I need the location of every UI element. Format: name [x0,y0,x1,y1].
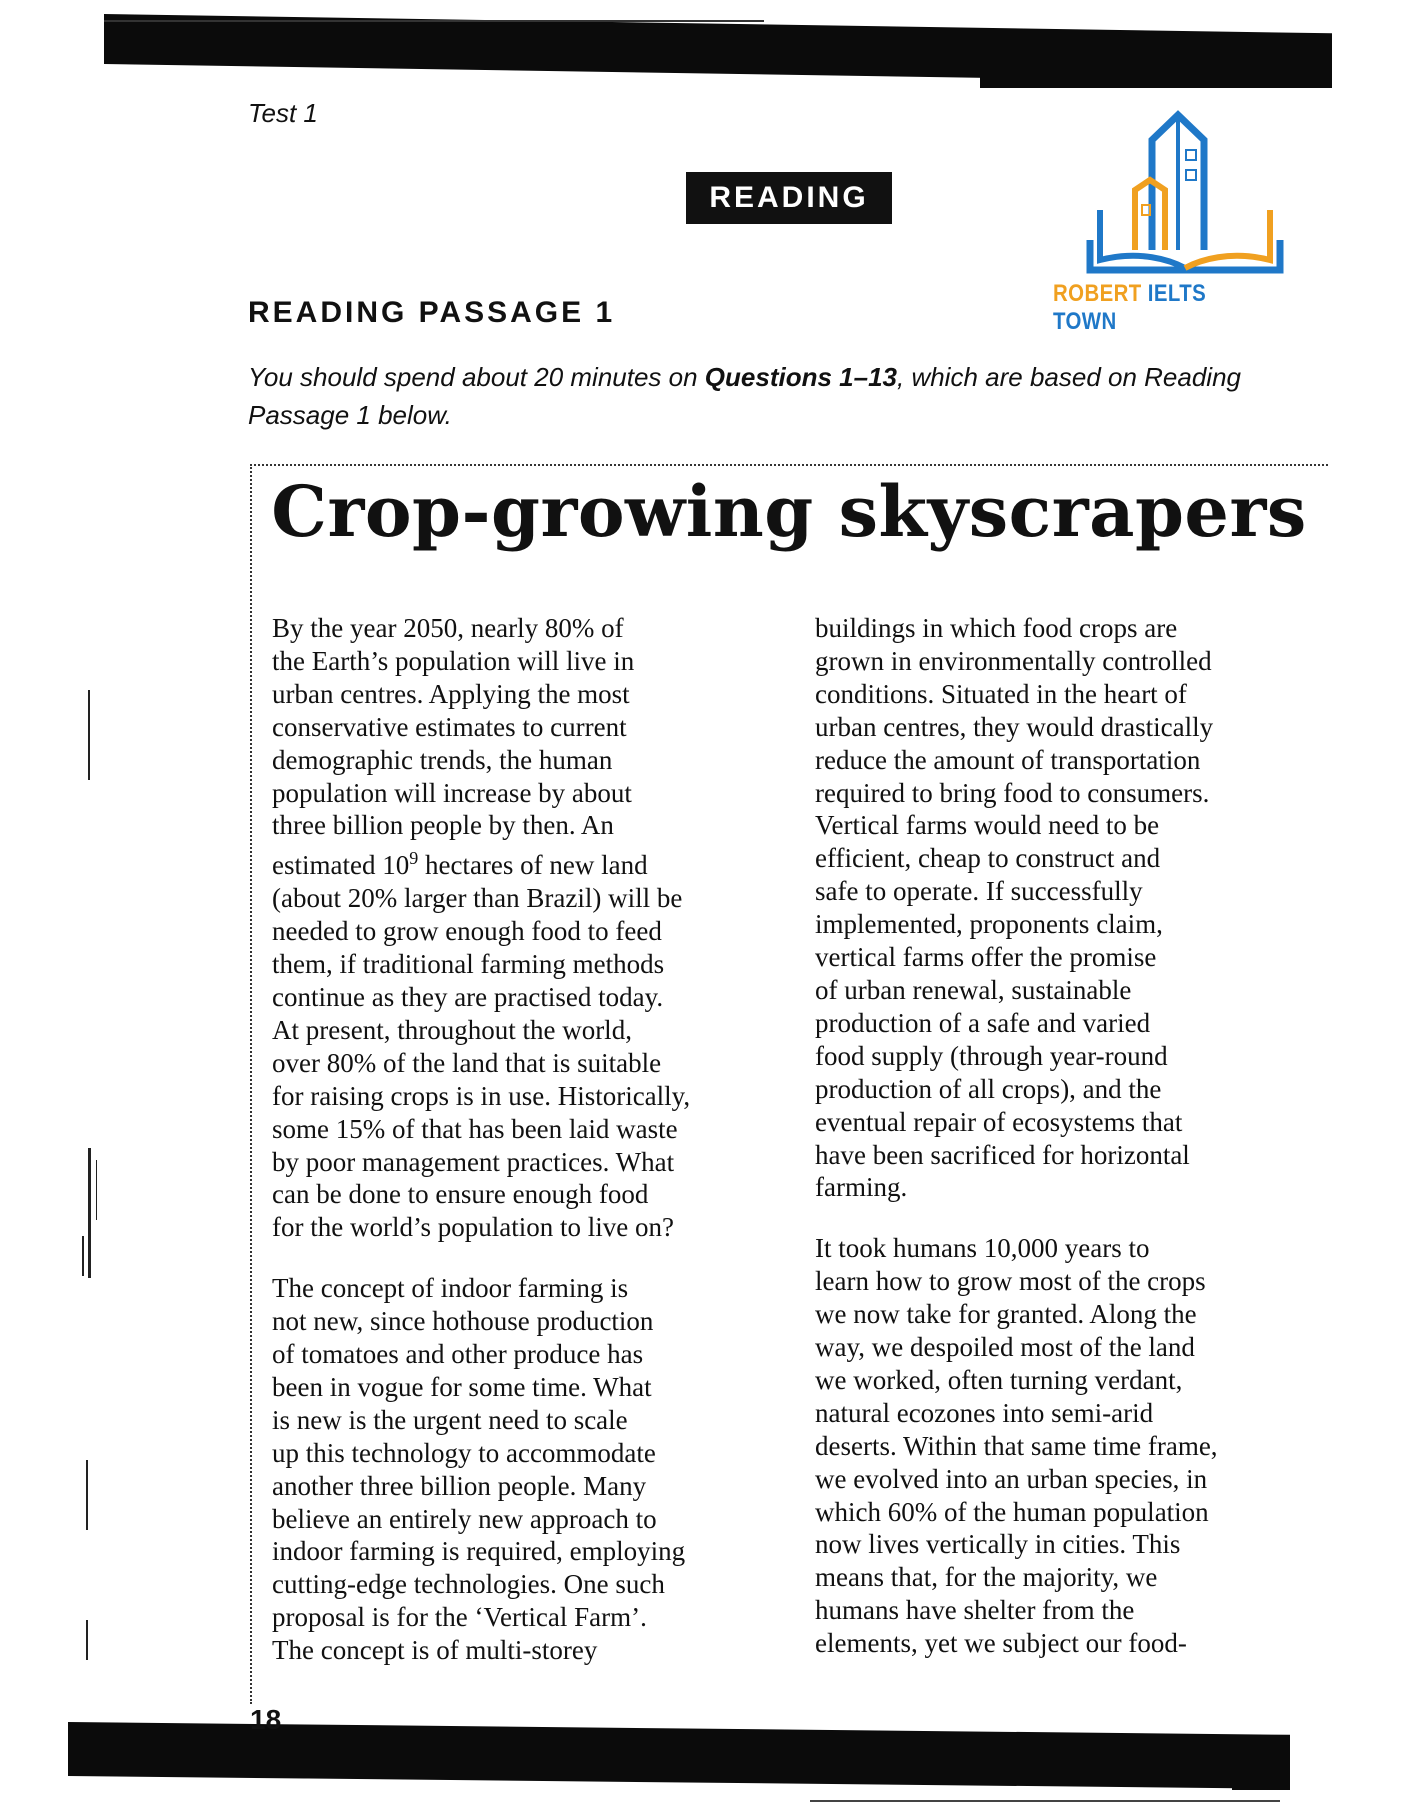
text-line: have been sacrificed for horizontal [815,1139,1190,1170]
margin-mark [96,1160,97,1220]
text-line: we worked, often turning verdant, [815,1364,1183,1395]
text-line: for raising crops is in use. Historically, [272,1080,691,1111]
text-line: conservative estimates to current [272,711,627,742]
text-line: By the year 2050, nearly 80% of [272,613,624,643]
text-line: not new, since hothouse production [272,1306,654,1337]
text-line: grown in environmentally controlled [815,645,1212,676]
instructions-part2: , which are based on Reading [897,362,1242,392]
paragraph [815,1232,1335,1660]
text-line: The concept of indoor farming is [272,1273,629,1304]
text-line: proposal is for the ‘Vertical Farm’. [272,1602,647,1633]
text-line: cutting-edge technologies. One such [272,1569,665,1600]
text-line: The concept is of multi-storey [272,1635,598,1666]
logo-word-robert: ROBERT [1053,280,1142,307]
text-line: vertical farms offer the promise [815,942,1157,973]
text-line: way, we despoiled most of the land [815,1332,1195,1363]
exponent: 9 [409,848,419,869]
passage-heading: READING PASSAGE 1 [248,296,616,329]
scan-line-top [104,20,764,22]
frame-left-border [250,464,252,1704]
scan-bar-top-tail [980,60,1332,88]
text-line: urban centres. Applying the most [272,678,630,709]
test-label: Test 1 [248,98,318,128]
text-line [272,842,792,882]
text-line: natural ecozones into semi-arid [815,1397,1154,1428]
instructions-line2: Passage 1 below. [248,400,452,430]
text-fragment: estimated 10 [272,850,410,881]
instructions [248,358,1318,434]
text-line: urban centres, they would drastically [815,711,1214,742]
text-line: over 80% of the land that is suitable [272,1047,662,1078]
paragraph [815,612,1335,1204]
text-line: population will increase by about [272,777,632,808]
margin-mark [82,1236,84,1276]
text-line: required to bring food to consumers. [815,777,1210,808]
text-line: deserts. Within that same time frame, [815,1430,1218,1461]
text-line: food supply (through year-round [815,1040,1168,1071]
scan-line-bottom [810,1800,1280,1802]
margin-mark [88,690,90,780]
text-line: humans have shelter from the [815,1595,1135,1626]
instructions-questions: Questions 1–13 [704,362,897,392]
text-line: elements, yet we subject our food- [815,1628,1187,1659]
text-line: we evolved into an urban species, in [815,1463,1208,1494]
text-line: needed to grow enough food to feed [272,916,662,947]
section-badge: READING [686,172,892,224]
logo-word-ielts-town: IELTS TOWN [1053,280,1207,335]
text-fragment: hectares of new land [418,850,648,881]
text-line: is new is the urgent need to scale [272,1404,628,1435]
text-line: which 60% of the human population [815,1496,1209,1527]
text-line: believe an entirely new approach to [272,1503,657,1534]
text-line: buildings in which food crops are [815,613,1178,643]
text-line: implemented, proponents claim, [815,909,1163,940]
text-line: now lives vertically in cities. This [815,1529,1181,1560]
text-line: means that, for the majority, we [815,1562,1158,1593]
text-line: eventual repair of ecosystems that [815,1106,1183,1137]
margin-mark [88,1148,91,1278]
paragraph [272,1272,792,1667]
text-line: them, if traditional farming methods [272,949,665,980]
page-number: 18 [250,1704,282,1735]
text-line: been in vogue for some time. What [272,1371,652,1402]
text-line: the Earth’s population will live in [272,645,635,676]
text-line: farming. [815,1172,908,1203]
frame-top-border [250,464,1328,466]
article-title: Crop-growing skyscrapers [271,470,1307,553]
text-line: At present, throughout the world, [272,1014,632,1045]
paragraph [272,612,792,1244]
text-line: continue as they are practised today. [272,981,664,1012]
margin-mark [86,1620,88,1660]
text-line: conditions. Situated in the heart of [815,678,1187,709]
text-line: we now take for granted. Along the [815,1299,1197,1330]
margin-mark [86,1460,88,1530]
text-line: safe to operate. If successfully [815,876,1143,907]
article-column-left [272,612,792,1667]
text-line: demographic trends, the human [272,744,613,775]
text-line: It took humans 10,000 years to [815,1233,1150,1264]
logo-wordmark [1053,280,1257,336]
text-line: some 15% of that has been laid waste [272,1113,678,1144]
text-line: (about 20% larger than Brazil) will be [272,883,683,914]
instructions-part1: You should spend about 20 minutes on [248,362,705,392]
text-line: for the world’s population to live on? [272,1212,674,1243]
text-line: of urban renewal, sustainable [815,974,1132,1005]
text-line: by poor management practices. What [272,1146,675,1177]
text-line: three billion people by then. An [272,810,614,841]
text-line: can be done to ensure enough food [272,1179,649,1210]
text-line: indoor farming is required, employing [272,1536,686,1567]
text-line: up this technology to accommodate [272,1437,656,1468]
article-column-right [815,612,1335,1660]
text-line: reduce the amount of transportation [815,744,1201,775]
text-line: Vertical farms would need to be [815,810,1160,841]
text-line: production of all crops), and the [815,1073,1162,1104]
text-line: efficient, cheap to construct and [815,843,1161,874]
scan-bar-bottom-tail [1232,1760,1290,1790]
text-line: learn how to grow most of the crops [815,1266,1206,1297]
text-line: another three billion people. Many [272,1470,647,1501]
text-line: of tomatoes and other produce has [272,1339,644,1370]
text-line: production of a safe and varied [815,1007,1151,1038]
